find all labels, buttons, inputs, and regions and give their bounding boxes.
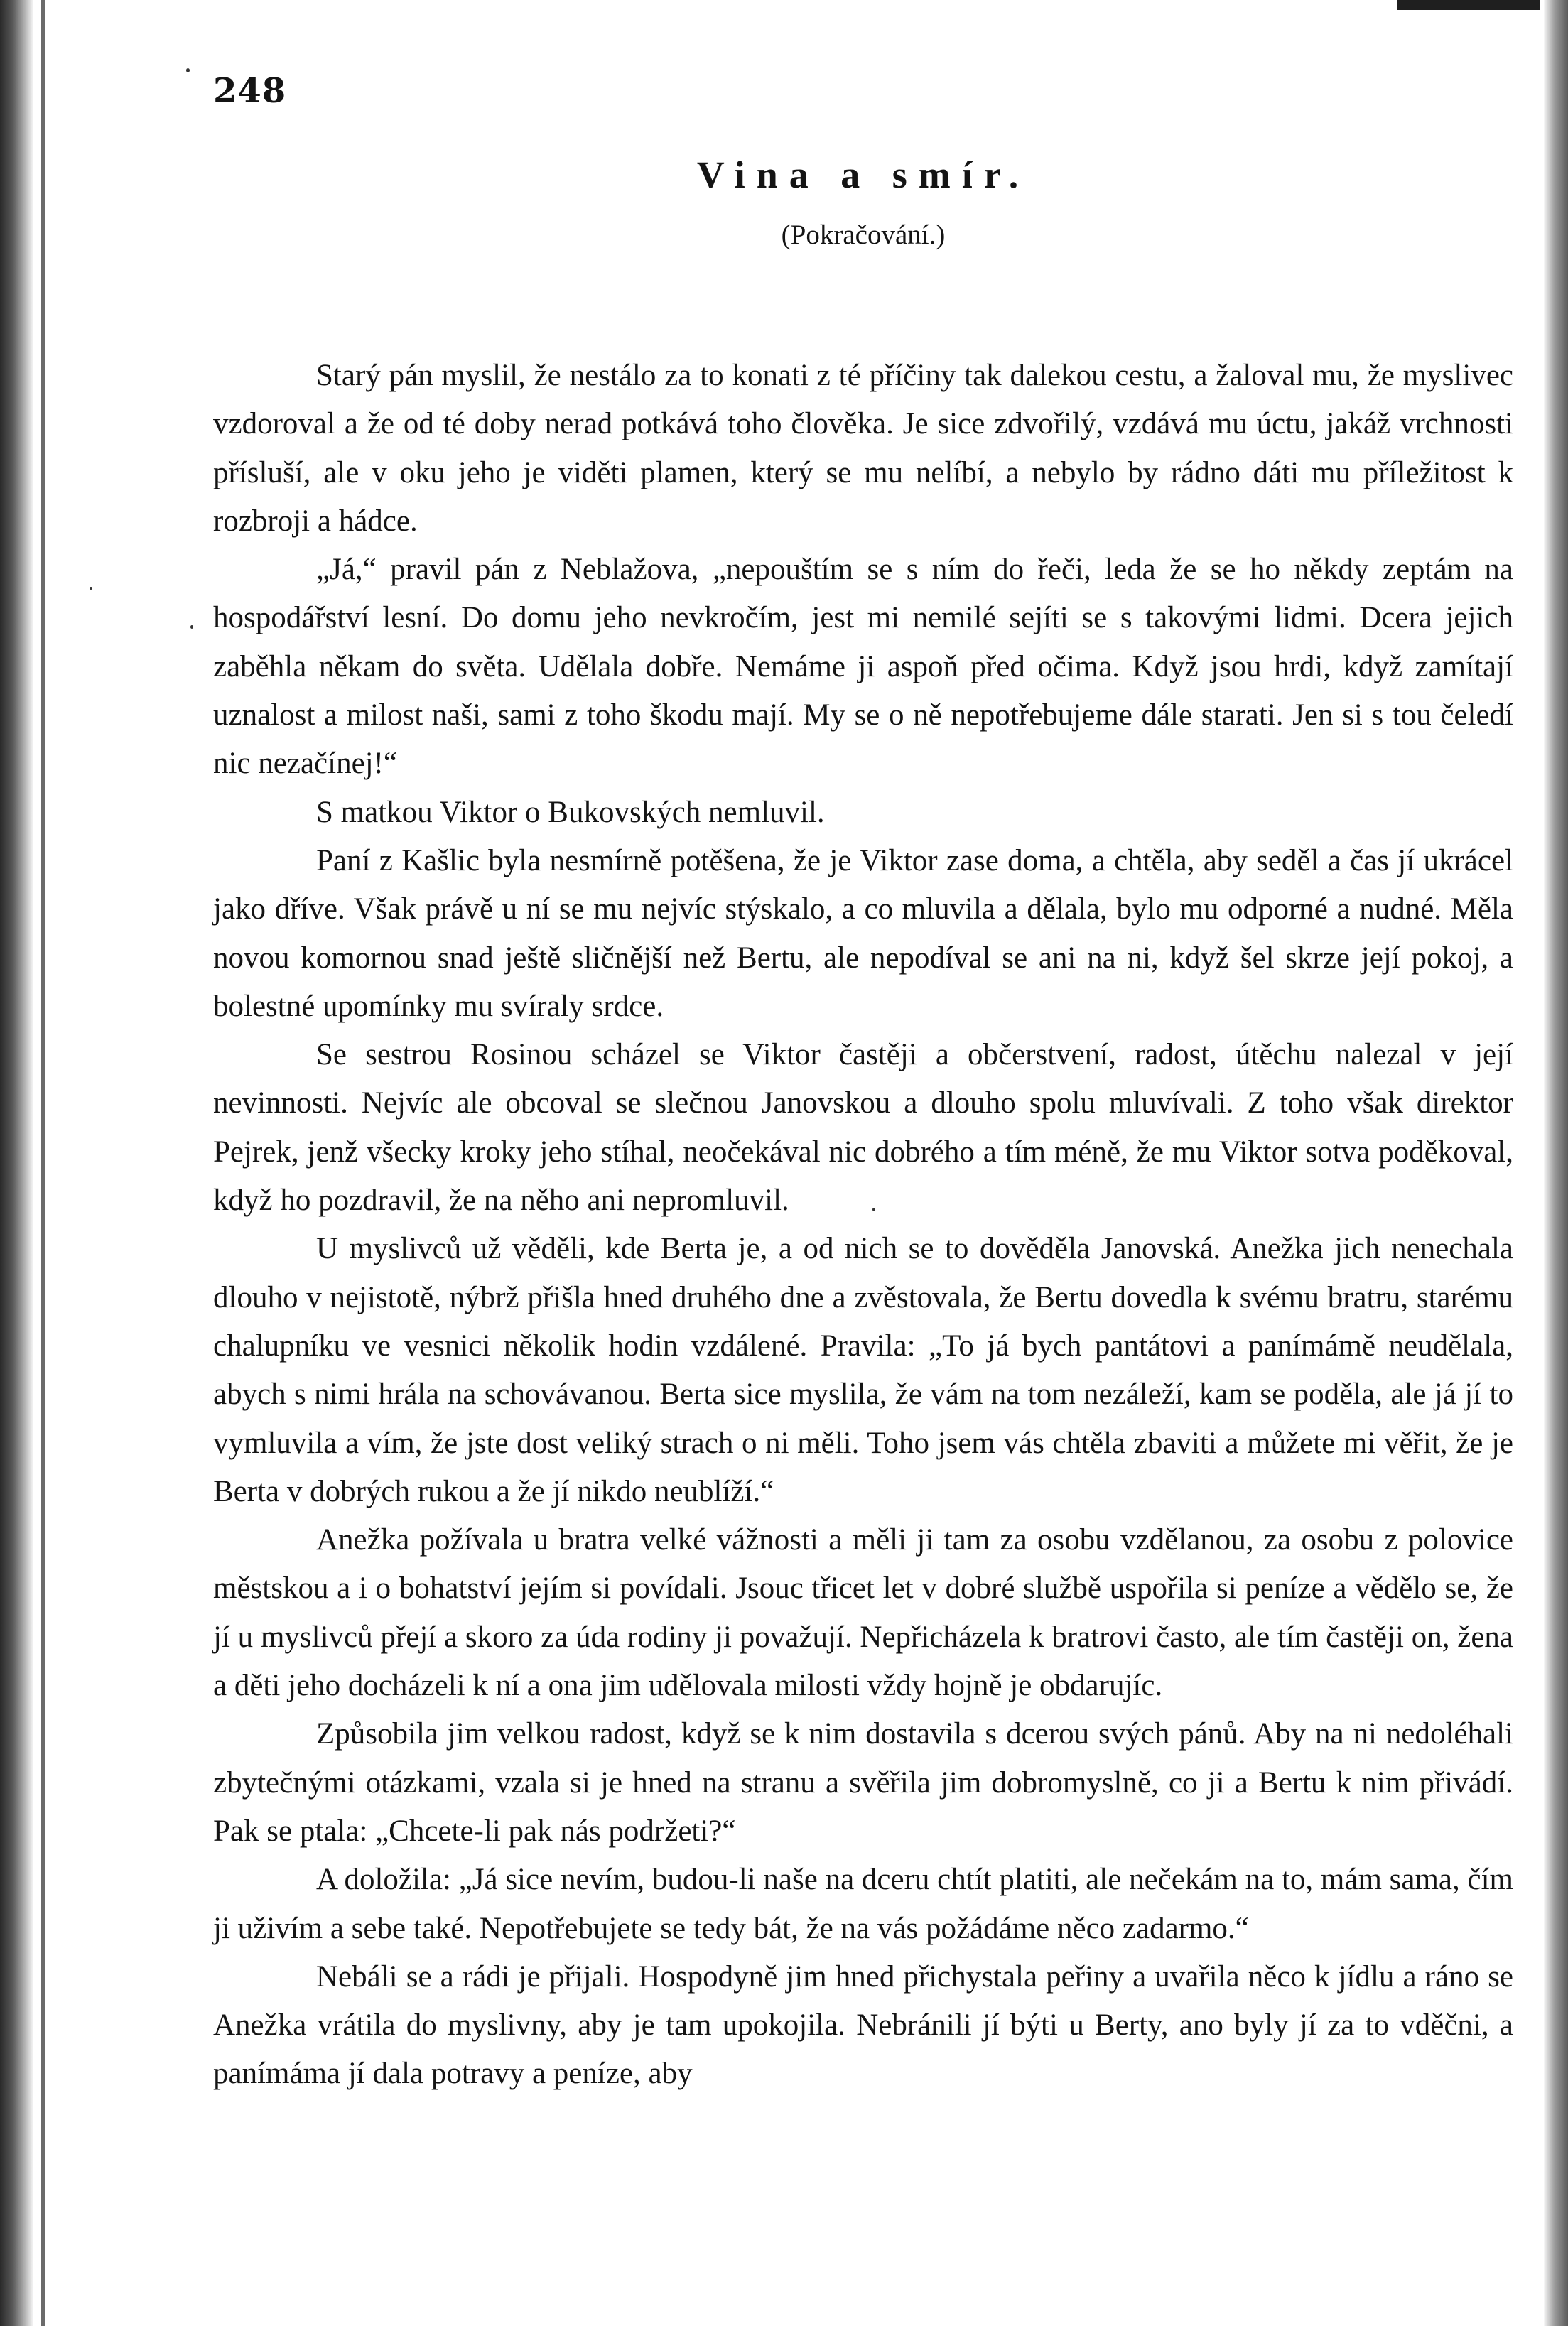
paragraph: A doložila: „Já sice nevím, budou-li naše na dceru chtít platiti, ale nečekám na to, mám sama, čím ji uživím a sebe také. Nepotřebujete se tedy bát, že na vás požádáme něco zadarmo.“ [213,1863,1513,1945]
chapter-subtitle: (Pokračování.) [781,220,946,250]
paragraph: Paní z Kašlic byla nesmírně potěšena, že je Viktor zase doma, a chtěla, aby seděl a čas jí ukrácel jako dříve. Však právě u ní se mu nejvíc stýskalo, a co mluvila a dělala, bylo mu odporné a nudné. Měla novou komornou snad ještě sličnější než Bertu, ale nepodíval se ani na ni, když šel skrze její pokoj, a bolestné upomínky mu svíraly srdce. [213,843,1513,1023]
paragraph: Se sestrou Rosinou scházel se Viktor častěji a občerstvení, radost, útěchu nalezal v její nevinnosti. Nejvíc ale obcoval se slečnou Janovskou a dlouho spolu mluvívali. Z toho však direktor Pejrek, jenž všecky kroky jeho stíhal, neočekával nic dobrého a tím méně, že mu Viktor sotva poděkoval, když ho pozdravil, že na něho ani nepromluvil. [213,1038,1513,1218]
paragraph: S matkou Viktor o Bukovských nemluvil. [316,795,825,829]
paragraph: U myslivců už věděli, kde Berta je, a od nich se to dověděla Janovská. Anežka jich nenechala dlouho v nejistotě, nýbrž přišla hned druhého dne a zvěstovala, že Bertu dovedla k svému bratru, starému chalupníku ve vesnici několik hodin vzdálené. Pravila: „To já bych pantátovi a panímámě neudělala, abych s nimi hrála na schovávanou. Berta sice myslila, že vám na tom nezáleží, kam se poděla, ale já jí to vymluvila a vím, že jste dost veliký strach o ni měli. Toho jsem vás chtěla zbaviti a můžete mi věřit, že je Berta v dobrých rukou a že jí nikdo neublíží.“ [213,1232,1513,1508]
scan-speck [186,68,190,72]
paragraph: Anežka požívala u bratra velké vážnosti a měli ji tam za osobu vzdělanou, za osobu z polovice městskou a i o bohatství jejím si povídali. Jsouc třicet let v dobré službě uspořila si peníze a vědělo se, že jí u myslivců přejí a skoro za úda rodiny ji považují. Nepřicházela k bratrovi často, ale tím častěji on, žena a děti jeho docházeli k ní a ona jim udělovala milosti vždy hojně je obdarujíc. [213,1523,1513,1703]
page-edge-shadow [1544,0,1568,2326]
book-spine-shadow [0,0,33,2326]
page-number: 248 [213,71,287,111]
scan-speck [90,587,92,590]
paragraph: Způsobila jim velkou radost, když se k nim dostavila s dcerou svých pánů. Aby na ni nedoléhali zbytečnými otázkami, vzala si je hned na stranu a svěřila jim dobromyslně, co ji a Bertu k nim přivádí. Pak se ptala: „Chcete-li pak nás podržeti?“ [213,1717,1513,1848]
paragraph: Nebáli se a rádi je přijali. Hospodyně jim hned přichystala peřiny a uvařila něco k jídlu a ráno se Anežka vrátila do myslivny, aby je tam upokojila. Nebránili jí býti u Berty, ano byly jí za to vděčni, a panímáma jí dala potravy a peníze, aby [213,1959,1513,2091]
chapter-title: Vina a smír. [696,153,1030,196]
page-edge-mark [1397,0,1540,10]
scan-speck [190,625,193,629]
paragraph: „Já,“ pravil pán z Neblažova, „nepouštím se s ním do řeči, leda že se ho někdy zeptám na hospodářství lesní. Do domu jeho nevkročím, jest mi nemilé sejíti se s takovými lidmi. Dcera jejich zaběhla někam do světa. Udělala dobře. Nemáme ji aspoň před očima. Když jsou hrdi, když zamítají uznalost a milost naši, sami z toho škodu mají. My se o ně nepotřebujeme dále starati. Jen si s tou čeledí nic nezačínej!“ [213,553,1513,781]
paragraph: Starý pán myslil, že nestálo za to konati z té příčiny tak dalekou cestu, a žaloval mu, že myslivec vzdoroval a že od té doby nerad potkává toho člověka. Je sice zdvořilý, vzdává mu úctu, jakáž vrchnosti přísluší, ale v oku jeho je viděti plamen, který se mu nelíbí, a nebylo by rádno dáti mu příležitost k rozbroji a hádce. [213,359,1513,538]
book-gutter-line [41,0,45,2326]
body-text [213,352,1513,2099]
